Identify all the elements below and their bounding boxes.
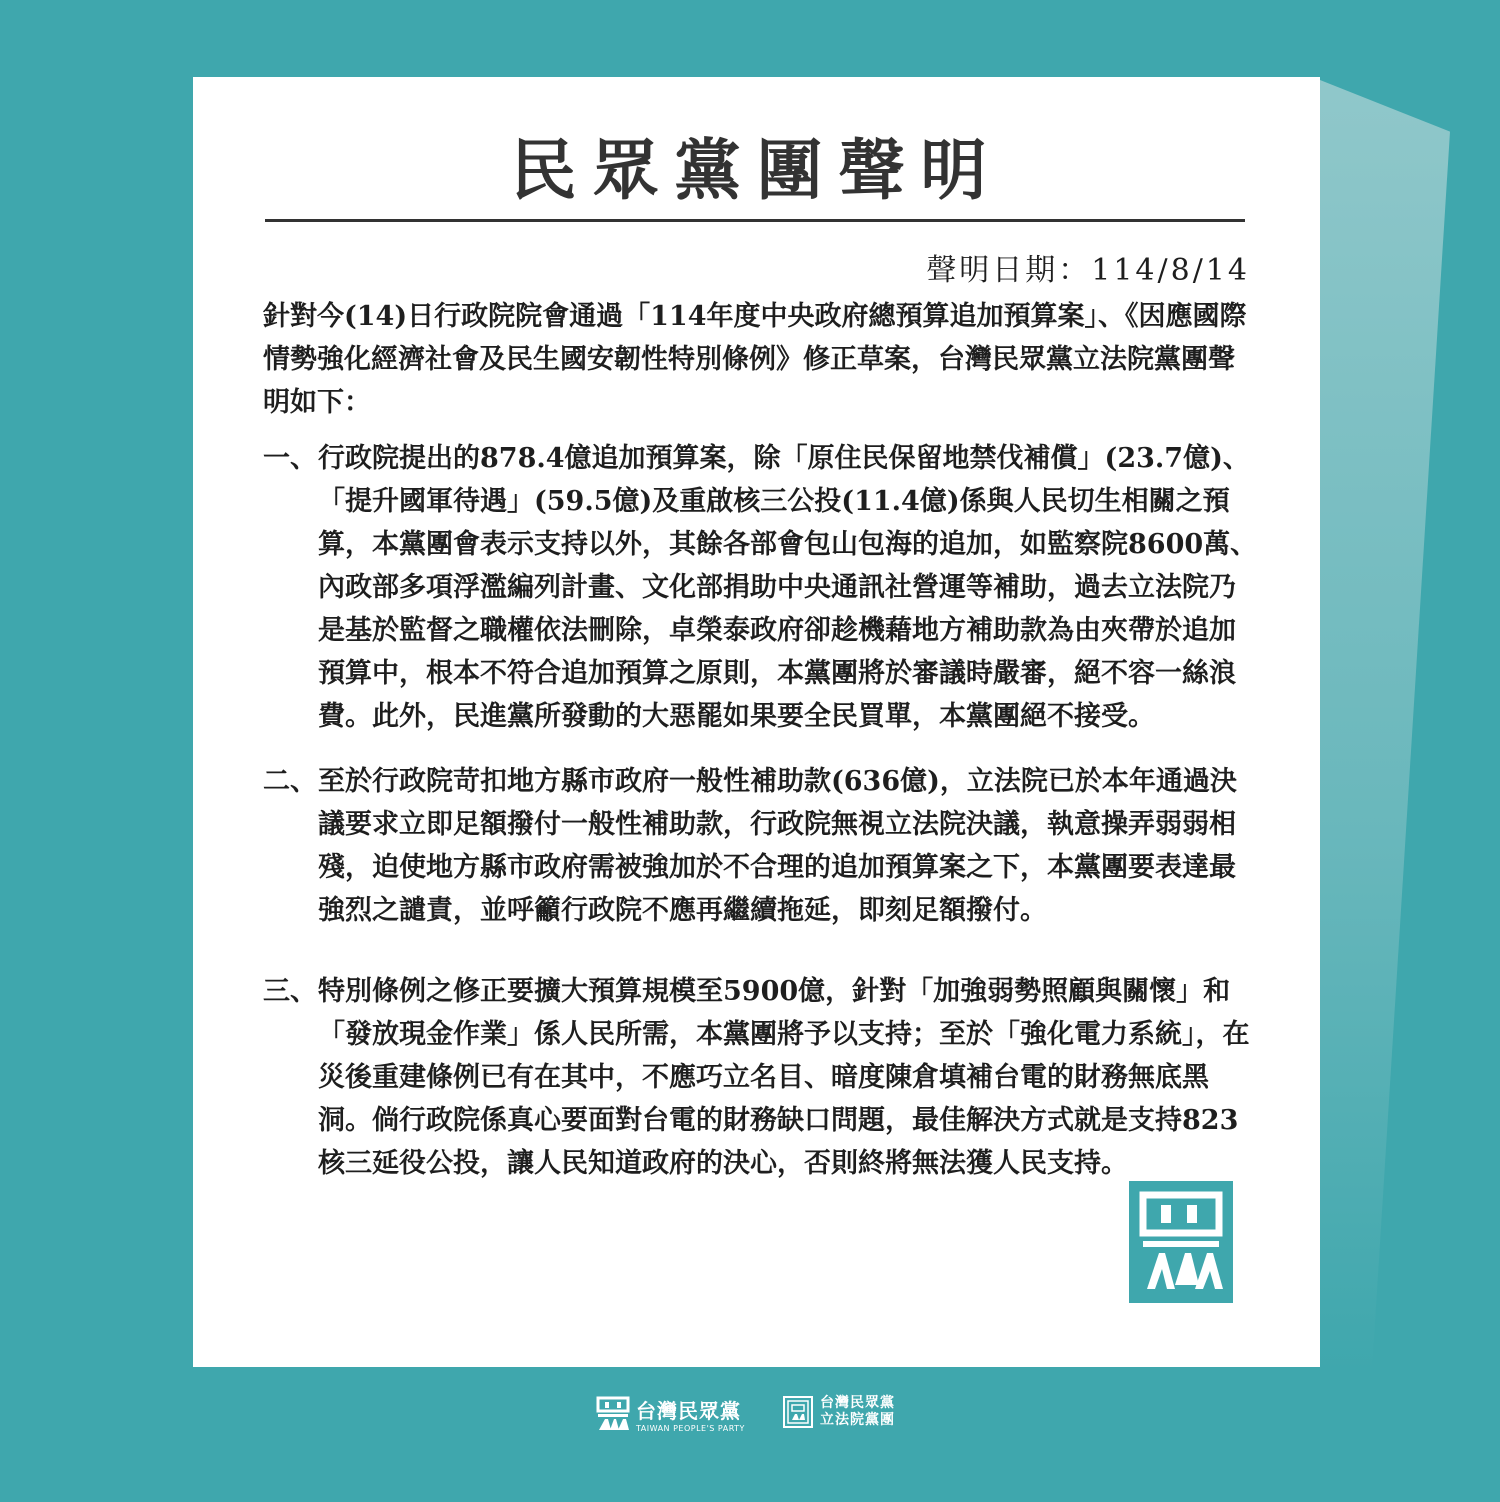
- party-name-en: TAIWAN PEOPLE'S PARTY: [636, 1424, 745, 1433]
- statement-item-1: [263, 437, 1263, 738]
- item-text: 行政院提出的878.4億追加預算案，除「原住民保留地禁伐補償」(23.7億)、「提升國軍待遇」(59.5億)及重啟核三公投(11.4億)係與人民切生相關之預算，本黨團會表示支持以外，其餘各部會包山包海的追加，如監察院8600萬、內政部多項浮濫編列計畫、文化部捐助中央通訊社營運等補助，過去立法院乃是基於監督之職權依法刪除，卓榮泰政府卻趁機藉地方補助款為由夾帶於追加預算中，根本不符合追加預算之原則，本黨團將於審議時嚴審，絕不容一絲浪費。此外，民進黨所發動的大惡罷如果要全民買單，本黨團絕不接受。: [318, 443, 1258, 732]
- footer: [0, 1395, 1500, 1445]
- caucus-name-line1: 台灣民眾黨: [820, 1395, 895, 1411]
- statement-item-3: [263, 970, 1263, 1185]
- item-number: 三、: [263, 976, 317, 1007]
- party-seal-icon: [1129, 1181, 1233, 1303]
- party-logo-icon: [596, 1396, 630, 1432]
- statement-paper: [193, 77, 1320, 1367]
- statement-intro: 針對今(14)日行政院院會通過「114年度中央政府總預算追加預算案」、《因應國際情勢強化經濟社會及民生國安韌性特別條例》修正草案，台灣民眾黨立法院黨團聲明如下：: [263, 301, 1247, 418]
- statement-date: 聲明日期：114/8/14: [926, 253, 1250, 288]
- paper-shadow: [1320, 80, 1450, 1370]
- caucus-brand: [782, 1395, 895, 1429]
- item-text: 至於行政院苛扣地方縣市政府一般性補助款(636億)，立法院已於本年通過決議要求立即足額撥付一般性補助款，行政院無視立法院決議，執意操弄弱弱相殘，迫使地方縣市政府需被強加於不合理的追加預算案之下，本黨團要表達最強烈之譴責，並呼籲行政院不應再繼續拖延，即刻足額撥付。: [318, 766, 1237, 926]
- statement-title: 民眾黨團聲明: [510, 131, 1003, 209]
- party-name: 台灣民眾黨: [636, 1399, 741, 1423]
- caucus-name-line2: 立法院黨團: [820, 1412, 895, 1428]
- item-number: 一、: [263, 443, 317, 474]
- statement-item-2: [263, 760, 1263, 932]
- title-divider: [265, 219, 1245, 222]
- item-text: 特別條例之修正要擴大預算規模至5900億，針對「加強弱勢照顧與關懷」和「發放現金作業」係人民所需，本黨團將予以支持；至於「強化電力系統」，在災後重建條例已有在其中，不應巧立名目、暗度陳倉填補台電的財務無底黑洞。倘行政院係真心要面對台電的財務缺口問題，最佳解決方式就是支持823核三延役公投，讓人民知道政府的決心，否則終將無法獲人民支持。: [318, 976, 1250, 1179]
- caucus-logo-icon: [782, 1395, 814, 1429]
- item-number: 二、: [263, 766, 317, 797]
- party-brand: [596, 1395, 745, 1433]
